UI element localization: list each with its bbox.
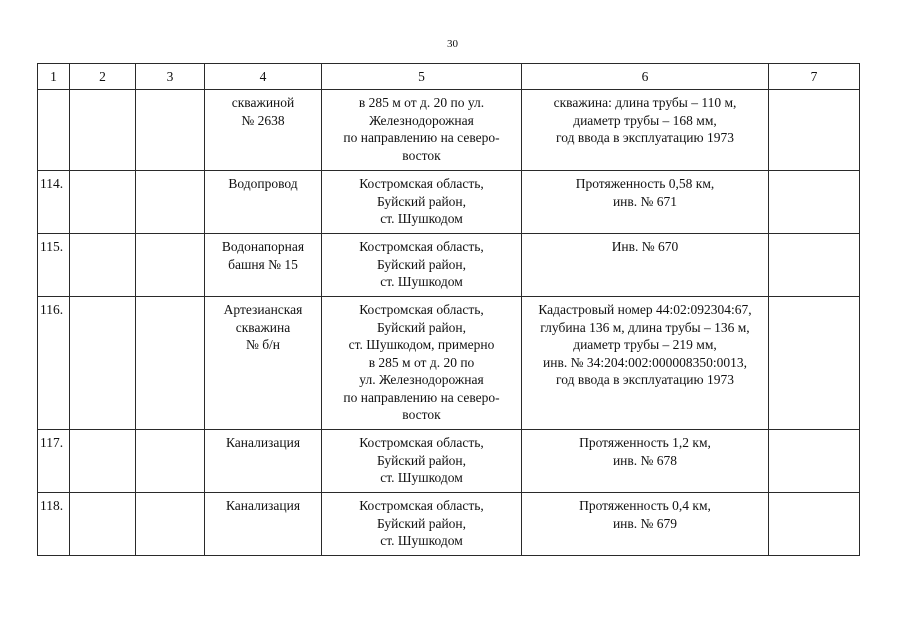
column-3-cell (136, 493, 205, 556)
location-cell: Костромская область, Буйский район, ст. Шушкодом (322, 171, 522, 234)
column-3-cell (136, 90, 205, 171)
characteristics-cell: Инв. № 670 (522, 234, 769, 297)
row-number-cell: 117. (38, 430, 70, 493)
object-name-cell: Канализация (205, 493, 322, 556)
table-header-row (38, 64, 860, 90)
column-header: 5 (322, 64, 522, 90)
column-7-cell (769, 234, 860, 297)
table-row (38, 90, 860, 171)
column-header: 3 (136, 64, 205, 90)
column-2-cell (70, 297, 136, 430)
column-7-cell (769, 171, 860, 234)
characteristics-cell: Протяженность 1,2 км, инв. № 678 (522, 430, 769, 493)
row-number-cell: 116. (38, 297, 70, 430)
column-3-cell (136, 430, 205, 493)
object-name-cell: Водонапорная башня № 15 (205, 234, 322, 297)
object-name-cell: Водопровод (205, 171, 322, 234)
table-row (38, 234, 860, 297)
column-header: 4 (205, 64, 322, 90)
column-7-cell (769, 90, 860, 171)
column-header: 2 (70, 64, 136, 90)
row-number-cell: 114. (38, 171, 70, 234)
column-header: 6 (522, 64, 769, 90)
location-cell: Костромская область, Буйский район, ст. Шушкодом (322, 493, 522, 556)
location-cell: в 285 м от д. 20 по ул. Железнодорожная по направлению на северо- восток (322, 90, 522, 171)
column-3-cell (136, 234, 205, 297)
table-row (38, 430, 860, 493)
object-name-cell: скважиной № 2638 (205, 90, 322, 171)
column-2-cell (70, 90, 136, 171)
row-number-cell: 115. (38, 234, 70, 297)
object-name-cell: Артезианская скважина № б/н (205, 297, 322, 430)
column-7-cell (769, 493, 860, 556)
table-row (38, 493, 860, 556)
column-3-cell (136, 171, 205, 234)
column-2-cell (70, 430, 136, 493)
row-number-cell: 118. (38, 493, 70, 556)
table-row (38, 297, 860, 430)
page-number: 30 (447, 38, 458, 50)
object-name-cell: Канализация (205, 430, 322, 493)
column-header: 1 (38, 64, 70, 90)
location-cell: Костромская область, Буйский район, ст. Шушкодом (322, 430, 522, 493)
column-2-cell (70, 493, 136, 556)
characteristics-cell: Кадастровый номер 44:02:092304:67, глубина 136 м, длина трубы – 136 м, диаметр трубы – 219 мм, инв. № 34:204:002:000008350:0013, год ввода в эксплуатацию 1973 (522, 297, 769, 430)
column-3-cell (136, 297, 205, 430)
characteristics-cell: скважина: длина трубы – 110 м, диаметр трубы – 168 мм, год ввода в эксплуатацию 1973 (522, 90, 769, 171)
characteristics-cell: Протяженность 0,4 км, инв. № 679 (522, 493, 769, 556)
property-registry-table (37, 63, 860, 556)
column-7-cell (769, 297, 860, 430)
column-2-cell (70, 234, 136, 297)
row-number-cell (38, 90, 70, 171)
characteristics-cell: Протяженность 0,58 км, инв. № 671 (522, 171, 769, 234)
column-7-cell (769, 430, 860, 493)
location-cell: Костромская область, Буйский район, ст. Шушкодом, примерно в 285 м от д. 20 по ул. Железнодорожная по направлению на северо- восток (322, 297, 522, 430)
table-row (38, 171, 860, 234)
column-2-cell (70, 171, 136, 234)
location-cell: Костромская область, Буйский район, ст. Шушкодом (322, 234, 522, 297)
column-header: 7 (769, 64, 860, 90)
